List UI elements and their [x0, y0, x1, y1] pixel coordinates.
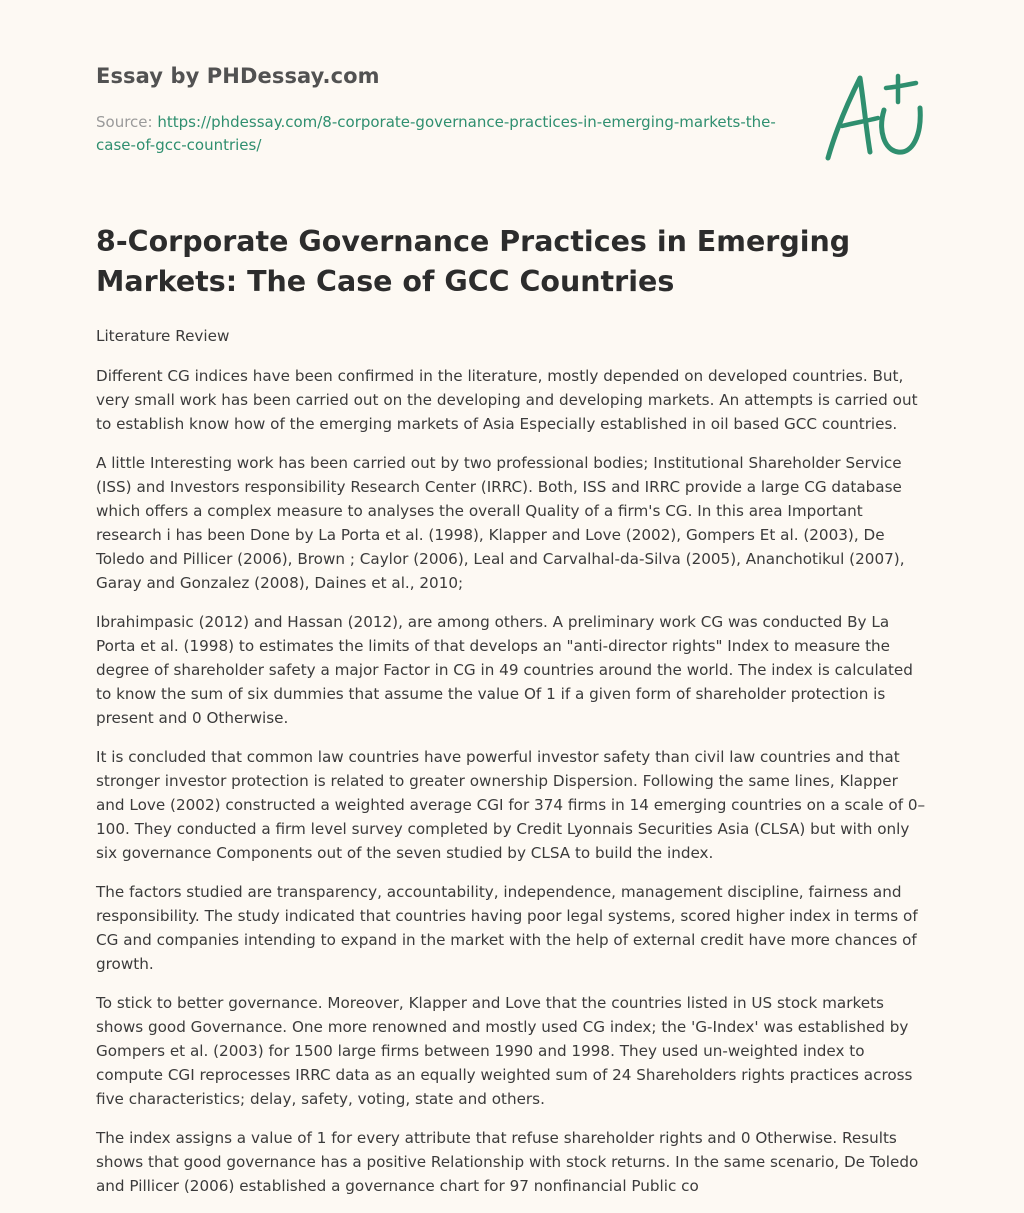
a-plus-logo-icon — [824, 68, 928, 164]
paragraph: The index assigns a value of 1 for every attribute that refuse shareholder rights and 0 Otherwise. Results shows that good governance has a positive Relationship with stock returns. In the same scenario, De Toledo and Pillicer (2006) established a governance chart for 97 nonfinancial Public co — [96, 1129, 919, 1195]
document-body — [96, 324, 930, 1213]
source-line — [96, 111, 776, 157]
source-link[interactable]: https://phdessay.com/8-corporate-governance-practices-in-emerging-markets-the-case-of-gcc-countries/ — [96, 113, 776, 154]
section-subheading: Literature Review — [96, 327, 230, 345]
paragraph: Different CG indices have been confirmed in the literature, mostly depended on developed countries. But, very small work has been carried out on the developing and developing markets. An attempts is carried out to establish know how of the emerging markets of Asia Especially established in oil based GCC countries. — [96, 367, 918, 433]
source-label: Source: — [96, 113, 158, 131]
paragraph: The factors studied are transparency, accountability, independence, management discipline, fairness and responsibility. The study indicated that countries having poor legal systems, scored higher index in terms of CG and companies intending to expand in the market with the help of external credit have more chances of growth. — [96, 883, 918, 973]
document-title: 8-Corporate Governance Practices in Emerging Markets: The Case of GCC Countries — [96, 225, 851, 298]
paragraph: A little Interesting work has been carried out by two professional bodies; Institutional Shareholder Service (ISS) and Investors responsibility Research Center (IRRC). Both, ISS and IRRC provide a large CG database which offers a complex measure to analyses the overall Quality of a firm's CG. In this area Important research i has been Done by La Porta et al. (1998), Klapper and Love (2002), Gompers Et al. (2003), De Toledo and Pillicer (2006), Brown ; Caylor (2006), Leal and Carvalhal-da-Silva (2005), Ananchotikul (2007), Garay and Gonzalez (2008), Daines et al., 2010; — [96, 454, 905, 592]
site-title: Essay by PHDessay.com — [96, 64, 380, 88]
paragraph: Ibrahimpasic (2012) and Hassan (2012), are among others. A preliminary work CG was conducted By La Porta et al. (1998) to estimates the limits of that develops an "anti-director rights" Index to measure the degree of shareholder safety a major Factor in CG in 49 countries around the world. The index is calculated to know the sum of six dummies that assume the value Of 1 if a given form of shareholder protection is present and 0 Otherwise. — [96, 613, 913, 727]
paragraph: It is concluded that common law countries have powerful investor safety than civil law countries and that stronger investor protection is related to greater ownership Dispersion. Following the same lines, Klapper and Love (2002) constructed a weighted average CGI for 374 firms in 14 emerging countries on a scale of 0–100. They conducted a firm level survey completed by Credit Lyonnais Securities Asia (CLSA) but with only six governance Components out of the seven studied by CLSA to build the index. — [96, 748, 926, 862]
paragraph: To stick to better governance. Moreover, Klapper and Love that the countries listed in US stock markets shows good Governance. One more renowned and mostly used CG index; the 'G-Index' was established by Gompers et al. (2003) for 1500 large firms between 1990 and 1998. They used un-weighted index to compute CGI reprocesses IRRC data as an equally weighted sum of 24 Shareholders rights practices across five characteristics; delay, safety, voting, state and others. — [96, 994, 913, 1108]
